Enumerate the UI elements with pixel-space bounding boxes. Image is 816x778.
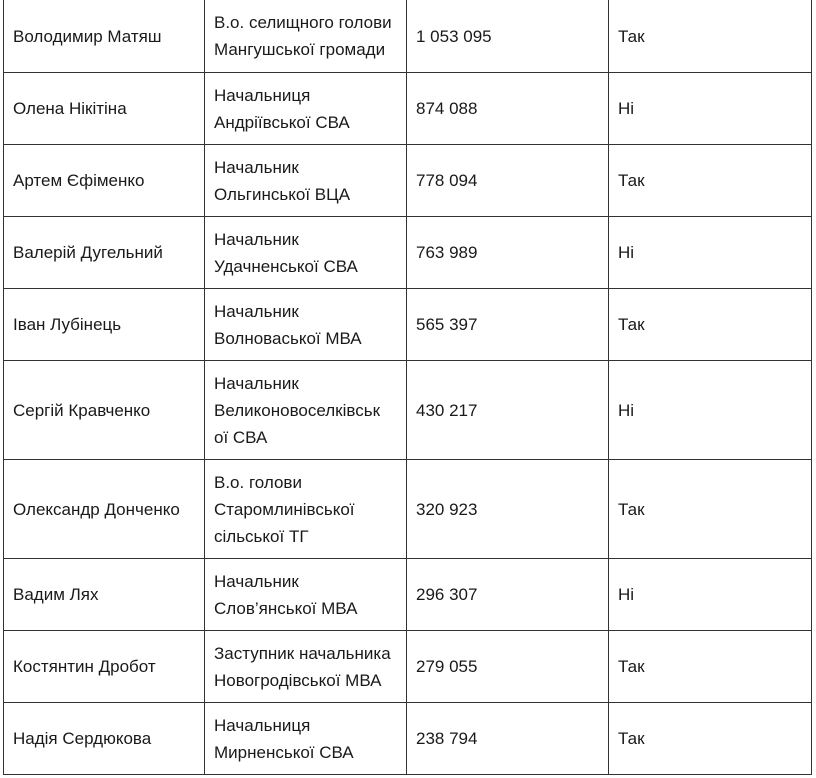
position-cell	[205, 703, 407, 775]
position-cell	[205, 460, 407, 559]
amount-cell: 763 989	[407, 217, 609, 289]
table-row	[4, 0, 812, 73]
position-line: Начальник	[214, 229, 299, 249]
position-line: Великоновоселківськ	[214, 400, 381, 420]
table-row	[4, 361, 812, 460]
position-line: В.о. селищного голови	[214, 13, 392, 32]
answer-cell: Так	[609, 145, 812, 217]
position-cell	[205, 559, 407, 631]
position-cell	[205, 0, 407, 73]
name-cell: Олександр Донченко	[4, 460, 205, 559]
position-line: Начальниця	[214, 85, 311, 105]
position-line: Удачненської СВА	[214, 256, 358, 276]
position-cell	[205, 361, 407, 460]
answer-cell: Так	[609, 703, 812, 775]
table-row	[4, 217, 812, 289]
position-cell	[205, 73, 407, 145]
answer-cell: Ні	[609, 361, 812, 460]
amount-cell: 778 094	[407, 145, 609, 217]
name-cell: Надія Сердюкова	[4, 703, 205, 775]
position-line: сільської ТГ	[214, 526, 309, 546]
officials-table	[3, 0, 812, 775]
position-line: Мирненської СВА	[214, 742, 354, 762]
amount-cell: 565 397	[407, 289, 609, 361]
answer-cell: Так	[609, 0, 812, 73]
name-cell: Володимир Матяш	[4, 0, 205, 73]
position-line: Начальник	[214, 373, 299, 393]
name-cell: Сергій Кравченко	[4, 361, 205, 460]
position-line: Волноваської МВА	[214, 328, 362, 348]
amount-cell: 430 217	[407, 361, 609, 460]
table-row	[4, 145, 812, 217]
position-line: Слов’янської МВА	[214, 598, 358, 618]
position-line: Заступник начальника	[214, 643, 391, 663]
amount-cell: 874 088	[407, 73, 609, 145]
answer-cell: Ні	[609, 559, 812, 631]
position-cell	[205, 217, 407, 289]
position-cell	[205, 145, 407, 217]
position-line: Начальник	[214, 571, 299, 591]
position-line: ої СВА	[214, 427, 268, 447]
answer-cell: Так	[609, 289, 812, 361]
position-line: Старомлинівської	[214, 499, 355, 519]
position-cell	[205, 631, 407, 703]
answer-cell: Ні	[609, 217, 812, 289]
position-line: Начальник	[214, 301, 299, 321]
position-line: Ольгинської ВЦА	[214, 184, 351, 204]
name-cell: Костянтин Дробот	[4, 631, 205, 703]
position-line: Мангушської громади	[214, 40, 386, 59]
name-cell: Олена Нікітіна	[4, 73, 205, 145]
position-line: Начальник	[214, 157, 299, 177]
table-row	[4, 289, 812, 361]
name-cell: Іван Лубінець	[4, 289, 205, 361]
table-row	[4, 631, 812, 703]
table-row	[4, 703, 812, 775]
amount-cell: 238 794	[407, 703, 609, 775]
position-line: Андріївської СВА	[214, 112, 350, 132]
position-line: Начальниця	[214, 715, 311, 735]
name-cell: Валерій Дугельний	[4, 217, 205, 289]
amount-cell: 296 307	[407, 559, 609, 631]
answer-cell: Так	[609, 631, 812, 703]
position-line: Новогродівської МВА	[214, 670, 382, 690]
position-line: В.о. голови	[214, 472, 302, 492]
table-body	[4, 0, 812, 775]
answer-cell: Так	[609, 460, 812, 559]
name-cell: Вадим Лях	[4, 559, 205, 631]
amount-cell: 1 053 095	[407, 0, 609, 73]
amount-cell: 279 055	[407, 631, 609, 703]
amount-cell: 320 923	[407, 460, 609, 559]
table-row	[4, 73, 812, 145]
table-row	[4, 559, 812, 631]
position-cell	[205, 289, 407, 361]
name-cell: Артем Єфіменко	[4, 145, 205, 217]
answer-cell: Ні	[609, 73, 812, 145]
table-row	[4, 460, 812, 559]
